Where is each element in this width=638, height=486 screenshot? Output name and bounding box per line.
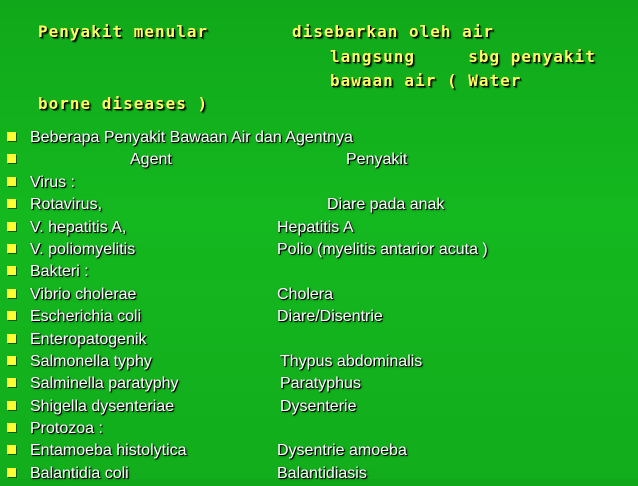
category-label: Bakteri :	[30, 263, 89, 281]
agent-name: Entamoeba histolytica	[30, 442, 187, 460]
bullet-icon	[7, 311, 16, 320]
bullet-icon	[7, 468, 16, 477]
disease-name: Dysenterie	[280, 397, 357, 415]
bullet-icon	[7, 378, 16, 387]
list-item-category	[0, 419, 638, 441]
bullet-icon	[7, 154, 16, 163]
agent-name: Escherichia coli	[30, 308, 142, 326]
agent-name: Salmonella typhy	[30, 352, 152, 370]
disease-name: Cholera	[277, 285, 334, 303]
bullet-icon	[7, 445, 16, 454]
disease-name: Diare/Disentrie	[277, 308, 383, 326]
list-item	[0, 441, 638, 463]
list-item-category	[0, 262, 638, 284]
bullet-icon	[7, 177, 16, 186]
list-item-column-header	[0, 150, 638, 172]
list-item	[0, 352, 638, 374]
bullet-icon	[7, 132, 16, 141]
disease-name: Balantidiasis	[277, 464, 367, 482]
disease-agent-list	[0, 128, 638, 486]
disease-name: Dysentrie amoeba	[277, 442, 407, 460]
bullet-icon	[7, 334, 16, 343]
slide-title-part-5: borne diseases )	[38, 94, 209, 113]
bullet-icon	[7, 199, 16, 208]
agent-name: Shigella dysenteriae	[30, 397, 175, 415]
slide-title-part-4: bawaan air ( Water	[330, 71, 522, 90]
bullet-icon	[7, 289, 16, 298]
agent-name: Rotavirus,	[30, 196, 103, 214]
bullet-icon	[7, 244, 16, 253]
disease-name: Diare pada anak	[327, 196, 445, 214]
list-item	[0, 240, 638, 262]
list-item	[0, 464, 638, 486]
category-label: Virus :	[30, 173, 76, 191]
agent-name: Vibrio cholerae	[30, 285, 137, 303]
bullet-icon	[7, 356, 16, 365]
bullet-icon	[7, 401, 16, 410]
bullet-icon	[7, 423, 16, 432]
disease-column-header: Penyakit	[346, 151, 408, 169]
list-item	[0, 374, 638, 396]
agent-name: V. hepatitis A,	[30, 218, 127, 236]
slide-title-part-2: disebarkan oleh air	[292, 22, 495, 41]
bullet-icon	[7, 222, 16, 231]
disease-name: Thypus abdominalis	[280, 352, 423, 370]
disease-name: Hepatitis A	[277, 218, 354, 236]
bullet-icon	[7, 266, 16, 275]
agent-name: V. poliomyelitis	[30, 240, 136, 258]
disease-name: Paratyphus	[280, 375, 361, 393]
agent-column-header: Agent	[130, 151, 172, 169]
disease-name: Polio (myelitis antarior acuta )	[277, 240, 488, 258]
list-item-heading	[0, 128, 638, 150]
agent-name: Enteropatogenik	[30, 330, 147, 348]
list-item	[0, 397, 638, 419]
list-item	[0, 307, 638, 329]
agent-name: Balantidia coli	[30, 464, 129, 482]
slide-title-part-3: langsung sbg penyakit	[330, 47, 596, 66]
slide-title-part-1: Penyakit menular	[38, 22, 209, 41]
list-item-text: Beberapa Penyakit Bawaan Air dan Agentnya	[30, 129, 353, 146]
list-item	[0, 330, 638, 352]
category-label: Protozoa :	[30, 420, 103, 438]
list-item	[0, 195, 638, 217]
agent-name: Salminella paratyphy	[30, 375, 179, 393]
list-item	[0, 218, 638, 240]
list-item	[0, 285, 638, 307]
list-item-category	[0, 173, 638, 195]
